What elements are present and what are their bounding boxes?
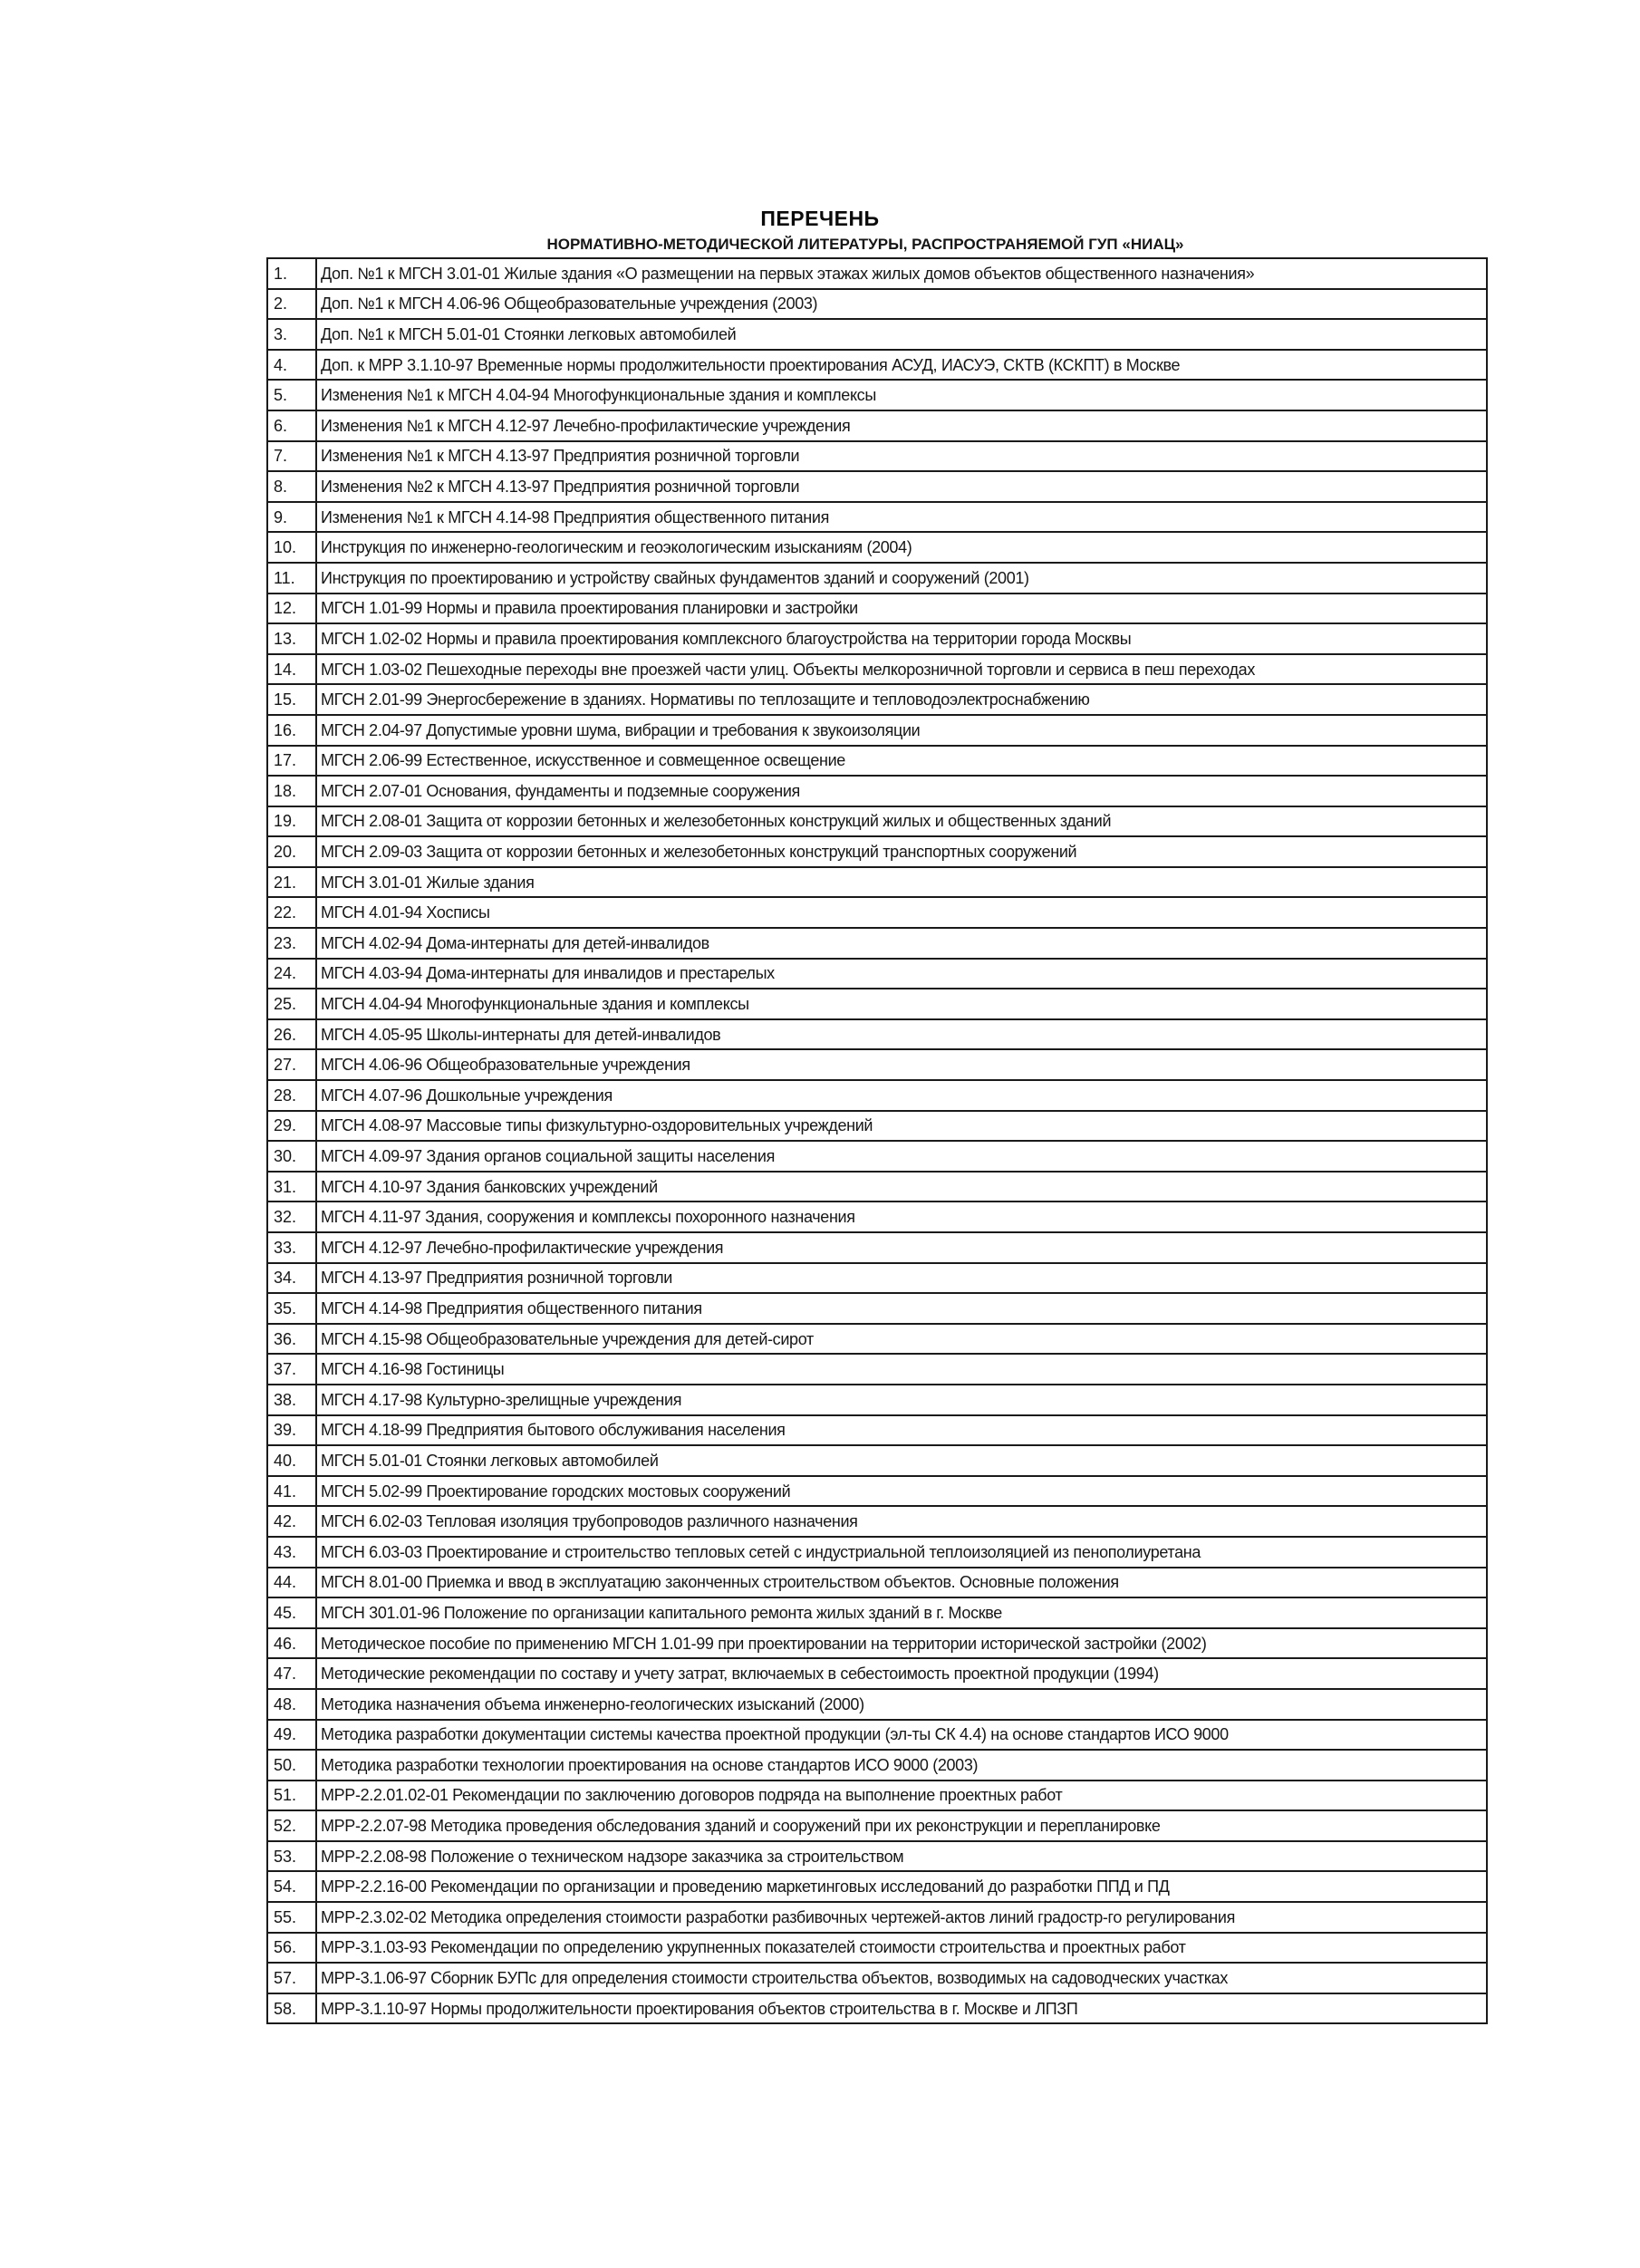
row-document-title: Методическое пособие по применению МГСН 1.01-99 при проектировании на территории исторической застройки (2002) xyxy=(316,1628,1487,1659)
table-row xyxy=(267,1049,1487,1080)
table-row xyxy=(267,1080,1487,1111)
table-row xyxy=(267,897,1487,928)
table-row xyxy=(267,746,1487,777)
row-number: 27. xyxy=(267,1049,316,1080)
row-number: 3. xyxy=(267,319,316,350)
table-row xyxy=(267,1202,1487,1232)
row-number: 50. xyxy=(267,1750,316,1781)
row-number: 8. xyxy=(267,471,316,502)
row-number: 45. xyxy=(267,1597,316,1628)
row-document-title: МГСН 4.18-99 Предприятия бытового обслуживания населения xyxy=(316,1415,1487,1446)
row-number: 58. xyxy=(267,1993,316,2024)
row-number: 57. xyxy=(267,1963,316,1993)
table-row xyxy=(267,1902,1487,1933)
row-number: 53. xyxy=(267,1841,316,1872)
row-document-title: МГСН 5.01-01 Стоянки легковых автомобилей xyxy=(316,1445,1487,1476)
row-document-title: МГСН 4.08-97 Массовые типы физкультурно-оздоровительных учреждений xyxy=(316,1111,1487,1142)
row-number: 51. xyxy=(267,1781,316,1811)
row-number: 23. xyxy=(267,928,316,959)
row-document-title: Инструкция по инженерно-геологическим и геоэкологическим изысканиям (2004) xyxy=(316,532,1487,563)
row-number: 25. xyxy=(267,989,316,1019)
table-row xyxy=(267,1324,1487,1355)
row-document-title: МГСН 4.11-97 Здания, сооружения и комплексы похоронного назначения xyxy=(316,1202,1487,1232)
table-row xyxy=(267,836,1487,867)
row-number: 43. xyxy=(267,1537,316,1568)
row-document-title: МГСН 4.02-94 Дома-интернаты для детей-инвалидов xyxy=(316,928,1487,959)
row-document-title: МГСН 8.01-00 Приемка и ввод в эксплуатацию законченных строительством объектов. Основные положения xyxy=(316,1568,1487,1598)
literature-table-body xyxy=(267,258,1487,2023)
table-row xyxy=(267,532,1487,563)
row-number: 52. xyxy=(267,1810,316,1841)
row-number: 34. xyxy=(267,1263,316,1294)
row-document-title: МГСН 4.14-98 Предприятия общественного питания xyxy=(316,1293,1487,1324)
row-number: 44. xyxy=(267,1568,316,1598)
row-document-title: МГСН 301.01-96 Положение по организации капитального ремонта жилых зданий в г. Москве xyxy=(316,1597,1487,1628)
table-row xyxy=(267,959,1487,989)
page-subtitle: НОРМАТИВНО-МЕТОДИЧЕСКОЙ ЛИТЕРАТУРЫ, РАСПРОСТРАНЯЕМОЙ ГУП «НИАЦ» xyxy=(546,236,1184,253)
row-document-title: МГСН 2.07-01 Основания, фундаменты и подземные сооружения xyxy=(316,776,1487,806)
table-row xyxy=(267,1658,1487,1689)
row-document-title: МГСН 4.10-97 Здания банковских учреждений xyxy=(316,1172,1487,1202)
table-row xyxy=(267,1689,1487,1720)
row-document-title: Инструкция по проектированию и устройству свайных фундаментов зданий и сооружений (2001) xyxy=(316,563,1487,594)
table-row xyxy=(267,1568,1487,1598)
row-number: 5. xyxy=(267,380,316,410)
row-document-title: МГСН 2.09-03 Защита от коррозии бетонных и железобетонных конструкций транспортных сооружений xyxy=(316,836,1487,867)
row-number: 42. xyxy=(267,1506,316,1537)
row-document-title: МГСН 1.02-02 Нормы и правила проектирования комплексного благоустройства на территории города Москвы xyxy=(316,623,1487,654)
table-row xyxy=(267,1841,1487,1872)
row-document-title: МГСН 2.08-01 Защита от коррозии бетонных и железобетонных конструкций жилых и общественных зданий xyxy=(316,806,1487,837)
row-number: 21. xyxy=(267,867,316,898)
row-document-title: Изменения №1 к МГСН 4.13-97 Предприятия розничной торговли xyxy=(316,441,1487,472)
row-document-title: МГСН 4.07-96 Дошкольные учреждения xyxy=(316,1080,1487,1111)
table-row xyxy=(267,594,1487,624)
table-row xyxy=(267,1506,1487,1537)
table-row xyxy=(267,806,1487,837)
table-row xyxy=(267,1445,1487,1476)
row-document-title: МГСН 4.05-95 Школы-интернаты для детей-инвалидов xyxy=(316,1019,1487,1050)
row-document-title: МГСН 2.06-99 Естественное, искусственное и совмещенное освещение xyxy=(316,746,1487,777)
table-row xyxy=(267,1354,1487,1385)
table-row xyxy=(267,1963,1487,1993)
table-row xyxy=(267,471,1487,502)
row-number: 49. xyxy=(267,1720,316,1751)
row-number: 47. xyxy=(267,1658,316,1689)
row-document-title: Методика разработки документации системы качества проектной продукции (эл-ты СК 4.4) на основе стандартов ИСО 9000 xyxy=(316,1720,1487,1751)
row-document-title: МГСН 5.02-99 Проектирование городских мостовых сооружений xyxy=(316,1476,1487,1507)
row-document-title: МРР-2.2.16-00 Рекомендации по организации и проведению маркетинговых исследований до разработки ППД и ПД xyxy=(316,1871,1487,1902)
row-number: 10. xyxy=(267,532,316,563)
table-row xyxy=(267,623,1487,654)
row-number: 35. xyxy=(267,1293,316,1324)
row-document-title: МГСН 4.03-94 Дома-интернаты для инвалидов и престарелых xyxy=(316,959,1487,989)
row-number: 54. xyxy=(267,1871,316,1902)
row-document-title: Доп. к МРР 3.1.10-97 Временные нормы продолжительности проектирования АСУД, ИАСУЭ, СКТВ (КСКПТ) в Москве xyxy=(316,350,1487,381)
row-number: 12. xyxy=(267,594,316,624)
table-row xyxy=(267,1750,1487,1781)
table-row xyxy=(267,684,1487,715)
row-number: 38. xyxy=(267,1385,316,1415)
row-number: 18. xyxy=(267,776,316,806)
table-row xyxy=(267,1720,1487,1751)
table-row xyxy=(267,1232,1487,1263)
table-row xyxy=(267,258,1487,289)
table-row xyxy=(267,289,1487,320)
row-number: 6. xyxy=(267,410,316,441)
table-row xyxy=(267,319,1487,350)
row-document-title: МГСН 4.09-97 Здания органов социальной защиты населения xyxy=(316,1141,1487,1172)
table-row xyxy=(267,1141,1487,1172)
row-document-title: МГСН 4.04-94 Многофункциональные здания и комплексы xyxy=(316,989,1487,1019)
row-number: 36. xyxy=(267,1324,316,1355)
table-row xyxy=(267,654,1487,685)
table-row xyxy=(267,563,1487,594)
table-row xyxy=(267,1415,1487,1446)
row-number: 37. xyxy=(267,1354,316,1385)
row-document-title: Методика разработки технологии проектирования на основе стандартов ИСО 9000 (2003) xyxy=(316,1750,1487,1781)
row-document-title: Доп. №1 к МГСН 3.01-01 Жилые здания «О размещении на первых этажах жилых домов объектов общественного назначения» xyxy=(316,258,1487,289)
table-row xyxy=(267,1993,1487,2024)
row-number: 17. xyxy=(267,746,316,777)
row-number: 16. xyxy=(267,715,316,746)
row-document-title: МГСН 4.13-97 Предприятия розничной торговли xyxy=(316,1263,1487,1294)
row-document-title: Изменения №1 к МГСН 4.14-98 Предприятия общественного питания xyxy=(316,502,1487,533)
table-row xyxy=(267,1781,1487,1811)
row-document-title: МГСН 6.03-03 Проектирование и строительство тепловых сетей с индустриальной теплоизоляцией из пенополиуретана xyxy=(316,1537,1487,1568)
row-number: 31. xyxy=(267,1172,316,1202)
row-number: 4. xyxy=(267,350,316,381)
row-number: 48. xyxy=(267,1689,316,1720)
row-number: 56. xyxy=(267,1933,316,1964)
row-document-title: МРР-3.1.03-93 Рекомендации по определению укрупненных показателей стоимости строительства и проектных работ xyxy=(316,1933,1487,1964)
row-document-title: МГСН 4.16-98 Гостиницы xyxy=(316,1354,1487,1385)
row-document-title: МГСН 2.01-99 Энергосбережение в зданиях. Нормативы по теплозащите и тепловодоэлектроснабжению xyxy=(316,684,1487,715)
row-document-title: МГСН 2.04-97 Допустимые уровни шума, вибрации и требования к звукоизоляции xyxy=(316,715,1487,746)
table-row xyxy=(267,380,1487,410)
table-row xyxy=(267,410,1487,441)
row-number: 20. xyxy=(267,836,316,867)
table-row xyxy=(267,776,1487,806)
table-row xyxy=(267,1537,1487,1568)
table-row xyxy=(267,441,1487,472)
row-number: 26. xyxy=(267,1019,316,1050)
row-number: 24. xyxy=(267,959,316,989)
row-number: 9. xyxy=(267,502,316,533)
row-number: 40. xyxy=(267,1445,316,1476)
row-document-title: Изменения №1 к МГСН 4.04-94 Многофункциональные здания и комплексы xyxy=(316,380,1487,410)
table-row xyxy=(267,1019,1487,1050)
row-number: 2. xyxy=(267,289,316,320)
table-row xyxy=(267,1628,1487,1659)
row-number: 28. xyxy=(267,1080,316,1111)
row-document-title: Изменения №2 к МГСН 4.13-97 Предприятия розничной торговли xyxy=(316,471,1487,502)
table-row xyxy=(267,350,1487,381)
row-number: 55. xyxy=(267,1902,316,1933)
row-number: 30. xyxy=(267,1141,316,1172)
row-number: 33. xyxy=(267,1232,316,1263)
row-number: 1. xyxy=(267,258,316,289)
row-document-title: МГСН 4.01-94 Хосписы xyxy=(316,897,1487,928)
row-document-title: МГСН 1.03-02 Пешеходные переходы вне проезжей части улиц. Объекты мелкорозничной торговли и сервиса в пеш переходах xyxy=(316,654,1487,685)
row-document-title: МРР-2.2.07-98 Методика проведения обследования зданий и сооружений при их реконструкции и перепланировке xyxy=(316,1810,1487,1841)
row-number: 39. xyxy=(267,1415,316,1446)
table-row xyxy=(267,1293,1487,1324)
row-number: 19. xyxy=(267,806,316,837)
row-number: 7. xyxy=(267,441,316,472)
row-document-title: Методические рекомендации по составу и учету затрат, включаемых в себестоимость проектной продукции (1994) xyxy=(316,1658,1487,1689)
row-document-title: МРР-2.2.01.02-01 Рекомендации по заключению договоров подряда на выполнение проектных работ xyxy=(316,1781,1487,1811)
table-row xyxy=(267,715,1487,746)
row-number: 13. xyxy=(267,623,316,654)
row-document-title: Изменения №1 к МГСН 4.12-97 Лечебно-профилактические учреждения xyxy=(316,410,1487,441)
row-document-title: МГСН 4.17-98 Культурно-зрелищные учреждения xyxy=(316,1385,1487,1415)
row-number: 11. xyxy=(267,563,316,594)
row-number: 32. xyxy=(267,1202,316,1232)
table-row xyxy=(267,502,1487,533)
table-row xyxy=(267,1933,1487,1964)
row-document-title: МГСН 4.12-97 Лечебно-профилактические учреждения xyxy=(316,1232,1487,1263)
table-row xyxy=(267,989,1487,1019)
literature-table xyxy=(266,257,1488,2024)
row-document-title: МГСН 4.15-98 Общеобразовательные учреждения для детей-сирот xyxy=(316,1324,1487,1355)
row-number: 22. xyxy=(267,897,316,928)
row-document-title: Доп. №1 к МГСН 5.01-01 Стоянки легковых автомобилей xyxy=(316,319,1487,350)
row-number: 46. xyxy=(267,1628,316,1659)
row-document-title: Методика назначения объема инженерно-геологических изысканий (2000) xyxy=(316,1689,1487,1720)
table-row xyxy=(267,867,1487,898)
row-document-title: МРР-3.1.10-97 Нормы продолжительности проектирования объектов строительства в г. Москве и ЛПЗП xyxy=(316,1993,1487,2024)
table-row xyxy=(267,928,1487,959)
row-number: 41. xyxy=(267,1476,316,1507)
row-document-title: МГСН 1.01-99 Нормы и правила проектирования планировки и застройки xyxy=(316,594,1487,624)
row-number: 29. xyxy=(267,1111,316,1142)
table-row xyxy=(267,1810,1487,1841)
table-row xyxy=(267,1111,1487,1142)
row-document-title: МГСН 3.01-01 Жилые здания xyxy=(316,867,1487,898)
table-row xyxy=(267,1476,1487,1507)
table-row xyxy=(267,1385,1487,1415)
table-row xyxy=(267,1871,1487,1902)
row-document-title: МРР-2.2.08-98 Положение о техническом надзоре заказчика за строительством xyxy=(316,1841,1487,1872)
table-row xyxy=(267,1263,1487,1294)
row-document-title: МРР-3.1.06-97 Сборник БУПс для определения стоимости строительства объектов, возводимых на садоводческих участках xyxy=(316,1963,1487,1993)
row-document-title: МГСН 4.06-96 Общеобразовательные учреждения xyxy=(316,1049,1487,1080)
row-document-title: Доп. №1 к МГСН 4.06-96 Общеобразовательные учреждения (2003) xyxy=(316,289,1487,320)
row-number: 14. xyxy=(267,654,316,685)
row-document-title: МРР-2.3.02-02 Методика определения стоимости разработки разбивочных чертежей-актов линий градостр-го регулирования xyxy=(316,1902,1487,1933)
table-row xyxy=(267,1597,1487,1628)
row-document-title: МГСН 6.02-03 Тепловая изоляция трубопроводов различного назначения xyxy=(316,1506,1487,1537)
page-title: ПЕРЕЧЕНЬ xyxy=(760,207,880,230)
table-row xyxy=(267,1172,1487,1202)
row-number: 15. xyxy=(267,684,316,715)
